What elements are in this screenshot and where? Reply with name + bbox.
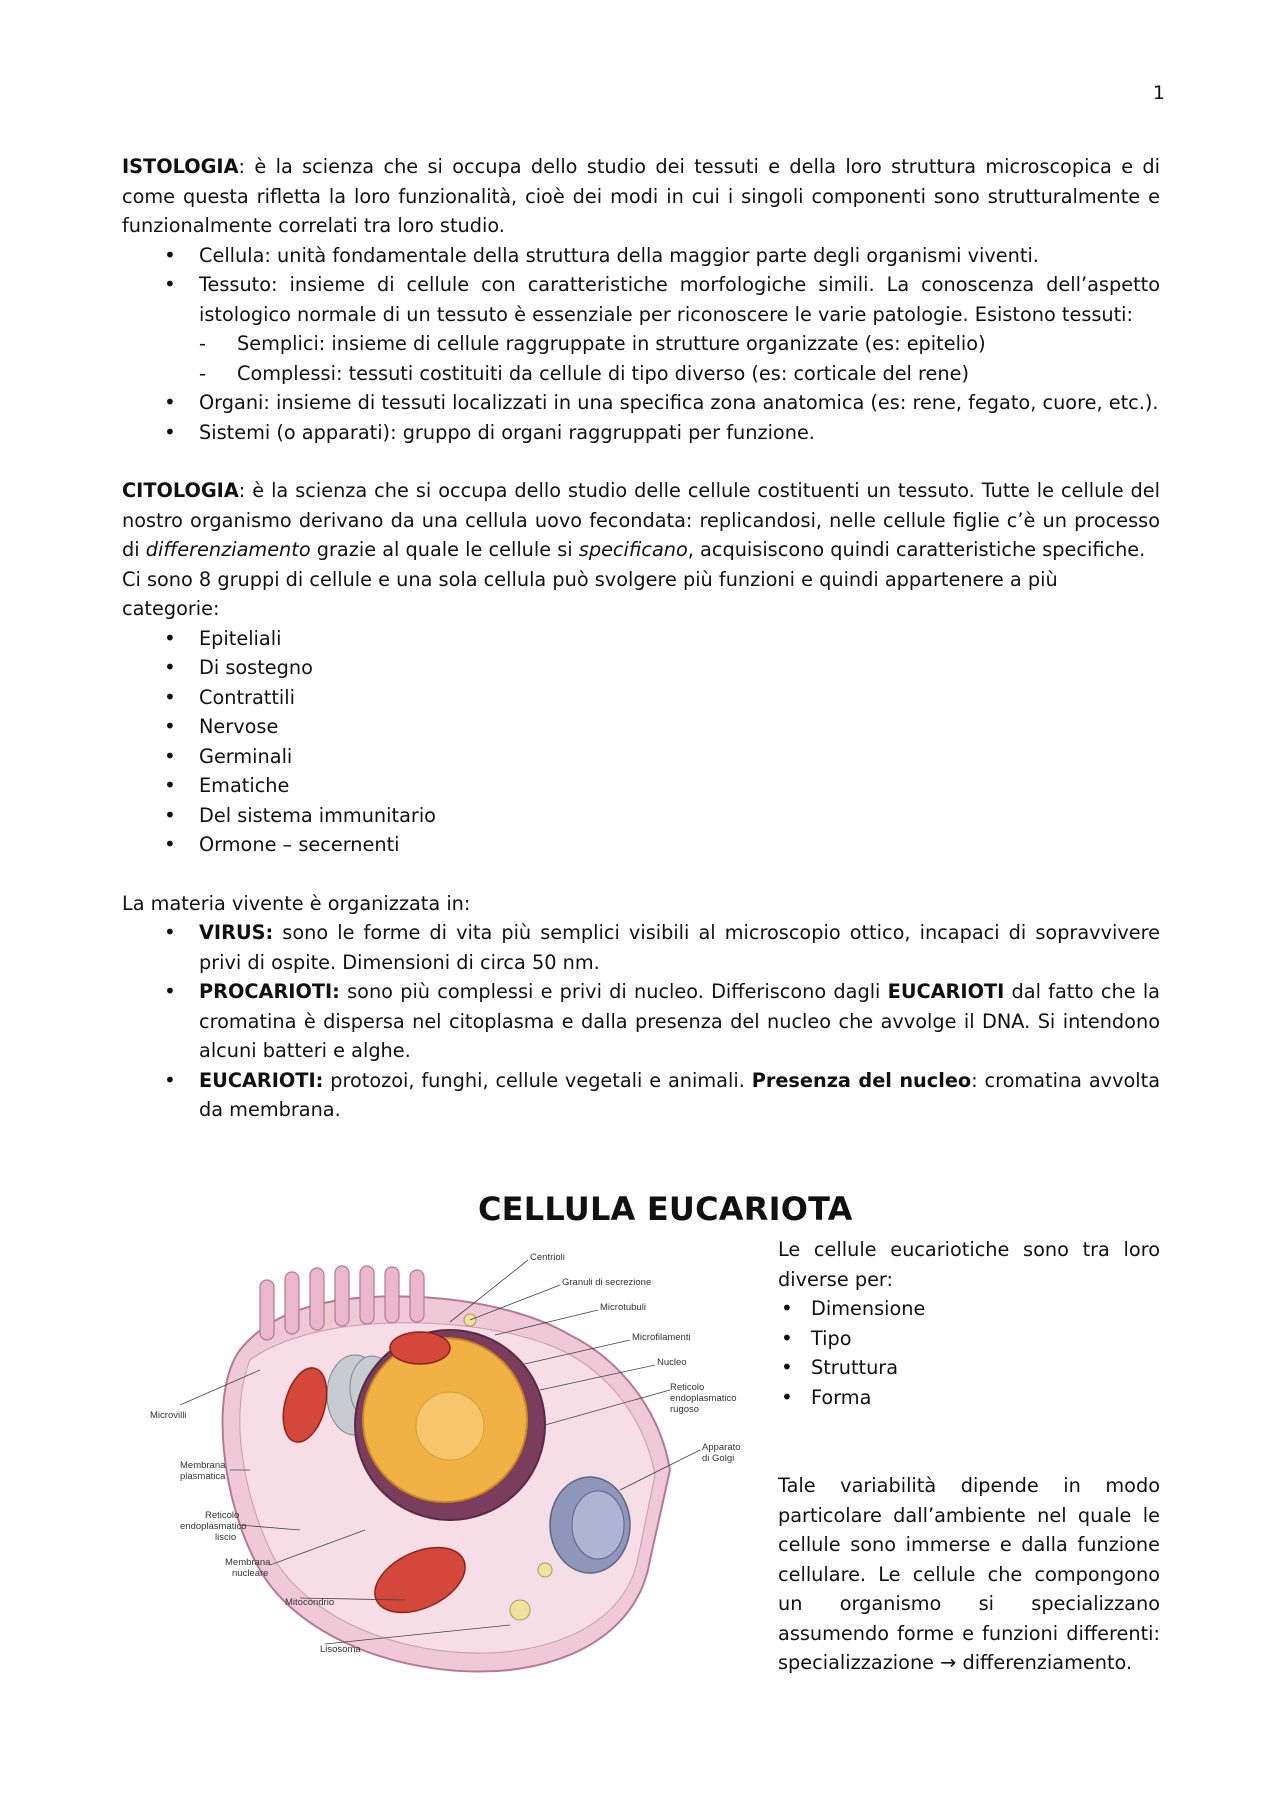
label-centrioli: Centrioli — [530, 1252, 565, 1263]
label-microtubuli: Microtubuli — [600, 1302, 646, 1313]
list-item: • Ormone – secernenti — [122, 830, 1160, 860]
page-number: 1 — [1152, 82, 1165, 104]
label-golgi-2: di Golgi — [702, 1453, 735, 1464]
label-rel-1: Reticolo — [205, 1510, 240, 1521]
istologia-term: ISTOLOGIA — [122, 155, 239, 178]
sub-list-item: - Semplici: insieme di cellule raggruppate in strutture organizzate (es: epitelio) — [199, 329, 1160, 359]
label-membrana-pl-2: plasmatica — [180, 1471, 226, 1482]
differences-intro: Le cellule eucariotiche sono tra loro diverse per: — [778, 1238, 1160, 1291]
label-mitocondrio: Mitocondrio — [285, 1597, 335, 1608]
list-item: • Germinali — [122, 742, 1160, 772]
label-nucleo: Nucleo — [657, 1357, 687, 1368]
cellula-eucariota-section — [0, 1190, 1280, 1710]
list-item: • Contrattili — [122, 683, 1160, 713]
label-microvilli: Microvilli — [150, 1410, 187, 1421]
list-item: • Sistemi (o apparati): gruppo di organi raggruppati per funzione. — [122, 418, 1160, 448]
list-item: • Cellula: unità fondamentale della struttura della maggior parte degli organismi viventi. — [122, 241, 1160, 271]
label-membrana-nu-1: Membrana — [225, 1557, 271, 1568]
list-item-procarioti: • PROCARIOTI: sono più complessi e privi di nucleo. Differiscono dagli EUCARIOTI dal fatto che la cromatina è dispersa nel citoplasma e dalla presenza del nucleo che avvolge il DNA. Si intendono alcuni batteri e alghe. — [122, 977, 1160, 1066]
list-item: • Dimensione — [778, 1294, 1160, 1324]
materia-intro: La materia vivente è organizzata in: — [122, 891, 471, 915]
label-golgi-1: Apparato — [702, 1442, 741, 1453]
label-microfilamenti: Microfilamenti — [632, 1332, 691, 1343]
list-item-virus: • VIRUS: sono le forme di vita più semplici visibili al microscopio ottico, incapaci di sopravvivere privi di ospite. Dimensioni di circa 50 nm. — [122, 918, 1160, 977]
differences-list — [778, 1294, 1160, 1412]
label-lisosoma: Lisosoma — [320, 1644, 361, 1655]
list-item-eucarioti: • EUCARIOTI: protozoi, funghi, cellule vegetali e animali. Presenza del nucleo: cromatina avvolta da membrana. — [122, 1066, 1160, 1125]
list-item: • Organi: insieme di tessuti localizzati in una specifica zona anatomica (es: rene, fegato, cuore, etc.). — [122, 388, 1160, 418]
label-membrana-pl-1: Membrana — [180, 1460, 226, 1471]
citologia-term: CITOLOGIA — [122, 479, 239, 502]
groups-intro: Ci sono 8 gruppi di cellule e una sola cellula può svolgere più funzioni e quindi appartenere a più categorie: — [122, 567, 1058, 620]
eukaryotic-cell-illustration — [150, 1240, 750, 1680]
document-body — [122, 152, 1160, 1125]
list-item: • Tessuto: insieme di cellule con caratteristiche morfologiche simili. La conoscenza dell’aspetto istologico normale di un tessuto è essenziale per riconoscere le varie patologie. Esistono tessuti: - Semplici: insieme di cellule raggruppate in strutture organizzate (es: epitelio) - Complessi: tessuti costituiti da cellule di tipo diverso (es: corticale del rene) — [122, 270, 1160, 388]
list-item: • Tipo — [778, 1324, 1160, 1354]
label-rer-1: Reticolo — [670, 1382, 705, 1393]
list-item: • Epiteliali — [122, 624, 1160, 654]
materia-list — [122, 918, 1160, 1125]
label-rer-3: rugoso — [670, 1404, 700, 1415]
list-item: • Struttura — [778, 1353, 1160, 1383]
list-item: • Nervose — [122, 712, 1160, 742]
label-rer-2: endoplasmatico — [670, 1393, 737, 1404]
label-rel-2: endoplasmatico — [180, 1521, 247, 1532]
istologia-paragraph: ISTOLOGIA: è la scienza che si occupa dello studio dei tessuti e della loro struttura microscopica e di come questa rifletta la loro funzionalità, cioè dei modi in cui i singoli componenti sono strutturalmente e funzionalmente correlati tra loro studio. — [122, 155, 1160, 237]
tessuti-sublist — [199, 329, 1160, 388]
list-item: • Del sistema immunitario — [122, 801, 1160, 831]
cell-groups-list — [122, 624, 1160, 860]
istologia-list — [122, 241, 1160, 448]
label-membrana-nu-2: nucleare — [232, 1568, 269, 1579]
label-granuli: Granuli di secrezione — [562, 1277, 652, 1288]
section-title: CELLULA EUCARIOTA — [478, 1190, 853, 1228]
label-rel-3: liscio — [215, 1532, 237, 1543]
list-item: • Ematiche — [122, 771, 1160, 801]
list-item: • Forma — [778, 1383, 1160, 1413]
cellula-description — [778, 1235, 1160, 1678]
sub-list-item: - Complessi: tessuti costituiti da cellule di tipo diverso (es: corticale del rene) — [199, 359, 1160, 389]
variability-paragraph: Tale variabilità dipende in modo particolare dall’ambiente nel quale le cellule sono immerse e dalla funzione cellulare. Le cellule che compongono un organismo si specializzano assumendo forme e funzioni differenti: specializzazione → differenziamento. — [778, 1474, 1160, 1674]
citologia-paragraph: CITOLOGIA: è la scienza che si occupa dello studio delle cellule costituenti un tessuto. Tutte le cellule del nostro organismo derivano da una cellula uovo fecondata: replicandosi, nelle cellule figlie c’è un processo di differenziamento grazie al quale le cellule si specificano, acquisiscono quindi caratteristiche specifiche. — [122, 479, 1160, 561]
list-item: • Di sostegno — [122, 653, 1160, 683]
